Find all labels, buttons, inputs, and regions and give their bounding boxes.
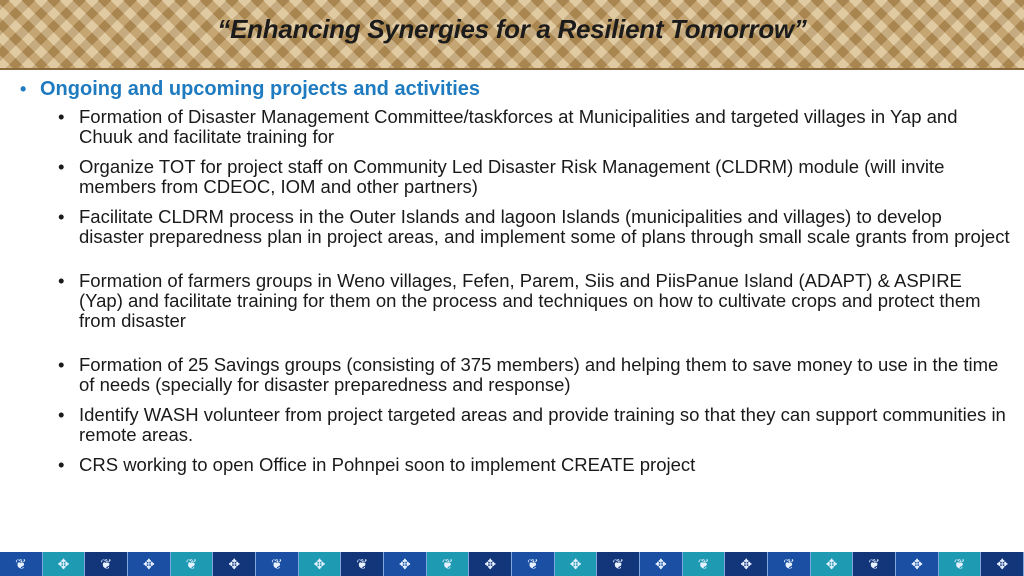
list-item [58,107,1010,147]
slide-title: “Enhancing Synergies for a Resilient Tomorrow” [217,14,807,44]
bullet-icon: • [58,404,65,425]
pattern-motif-icon: ❦ [0,552,43,576]
bullet-icon: • [58,106,65,127]
pattern-motif-icon: ❦ [171,552,214,576]
list-item-text: Identify WASH volunteer from project targeted areas and provide training so that they can support communities in remote areas. [79,404,1006,445]
pattern-motif-icon: ❦ [341,552,384,576]
pattern-motif-icon: ❦ [256,552,299,576]
pattern-motif-icon: ✥ [43,552,86,576]
pattern-motif-icon: ❦ [85,552,128,576]
list-item [58,455,1010,475]
slide-content [20,78,1010,485]
pattern-motif-icon: ✥ [981,552,1024,576]
pattern-motif-icon: ❦ [512,552,555,576]
pattern-motif-icon: ✥ [896,552,939,576]
bullet-icon: • [58,206,65,227]
bullet-icon: • [58,156,65,177]
pattern-motif-icon: ✥ [213,552,256,576]
pattern-motif-icon: ✥ [640,552,683,576]
list-item-text: Organize TOT for project staff on Community Led Disaster Risk Management (CLDRM) module (will invite members from CDEOC, IOM and other partners) [79,156,945,197]
section-heading-text: Ongoing and upcoming projects and activities [40,78,481,100]
pattern-motif-icon: ✥ [299,552,342,576]
pattern-motif-icon: ❦ [597,552,640,576]
pattern-motif-icon: ❦ [939,552,982,576]
pattern-motif-icon: ❦ [427,552,470,576]
pattern-motif-icon: ✥ [555,552,598,576]
pattern-motif-icon: ✥ [469,552,512,576]
list-item-text: Formation of farmers groups in Weno villages, Fefen, Parem, Siis and PiisPanue Island (ADAPT) & ASPIRE (Yap) and facilitate training for them on the process and techniques on how to cultivate crops and protect them from disaster [79,270,981,331]
pattern-motif-icon: ✥ [384,552,427,576]
list-item [58,157,1010,197]
list-item-text: Formation of Disaster Management Committee/taskforces at Municipalities and targeted villages in Yap and Chuuk and facilitate training for [79,106,958,147]
bullet-icon: • [58,354,65,375]
list-item [58,207,1010,247]
list-item [58,405,1010,445]
list-item [58,271,1010,331]
pattern-motif-icon: ❦ [683,552,726,576]
list-item-text: CRS working to open Office in Pohnpei soon to implement CREATE project [79,454,696,475]
pattern-motif-icon: ✥ [128,552,171,576]
activity-list [20,107,1010,475]
pattern-motif-icon: ❦ [768,552,811,576]
list-item [58,355,1010,395]
section-heading [20,78,1010,101]
decorative-footer [0,552,1024,576]
pattern-motif-icon: ✥ [811,552,854,576]
list-item-text: Formation of 25 Savings groups (consisting of 375 members) and helping them to save money to use in the time of needs (specially for disaster preparedness and response) [79,354,999,395]
header-banner [0,0,1024,70]
bullet-icon: • [58,270,65,291]
list-item-text: Facilitate CLDRM process in the Outer Islands and lagoon Islands (municipalities and villages) to develop disaster preparedness plan in project areas, and implement some of plans through small scale grants from project [79,206,1010,247]
bullet-icon: • [58,454,65,475]
pattern-motif-icon: ❦ [853,552,896,576]
pattern-motif-icon: ✥ [725,552,768,576]
bullet-icon: • [20,79,27,99]
